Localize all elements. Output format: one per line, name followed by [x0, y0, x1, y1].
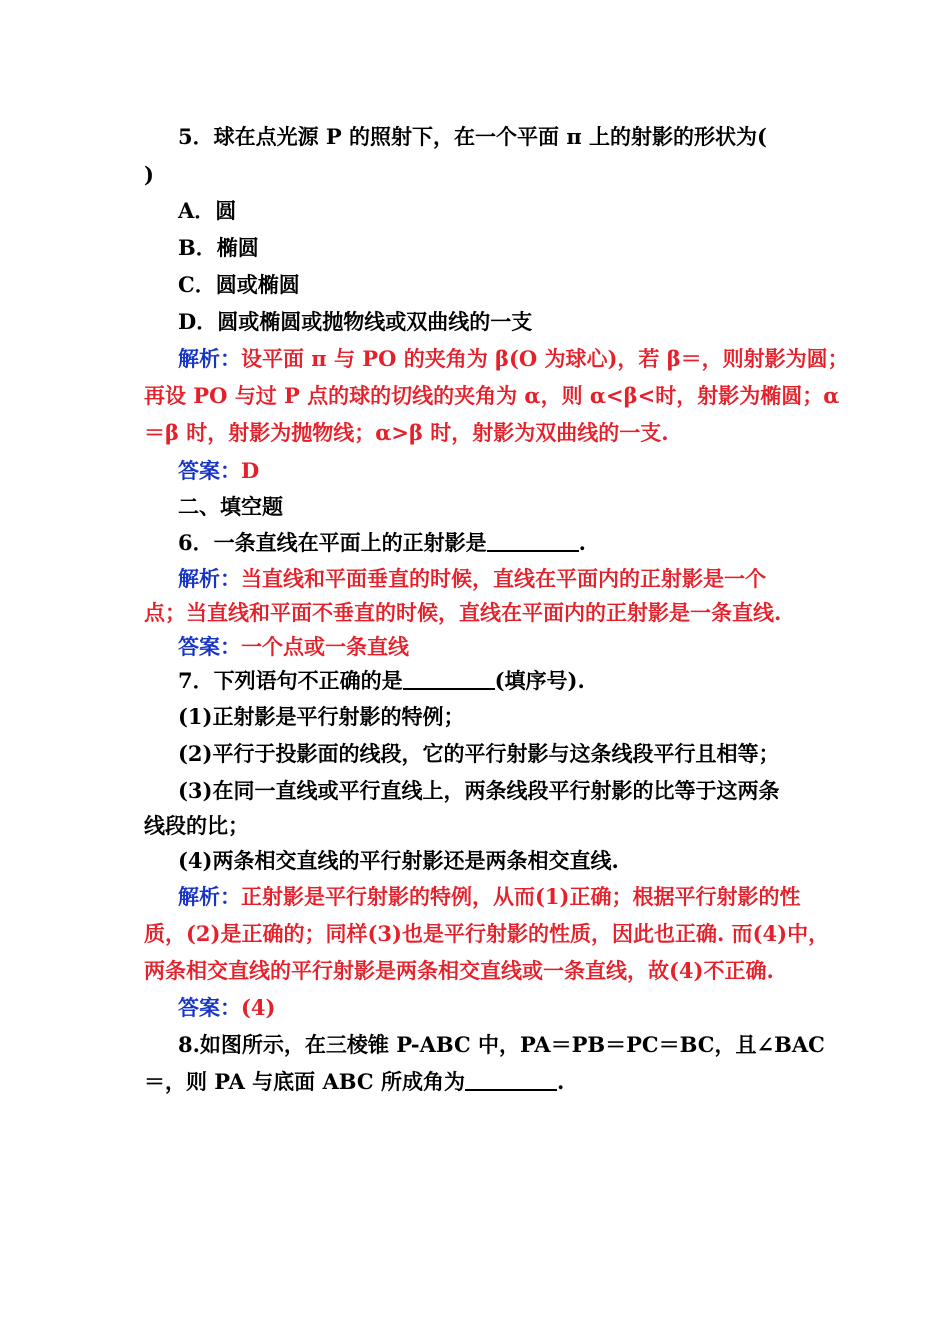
answer-label: 答案：	[178, 458, 241, 483]
q5-answer	[178, 458, 814, 484]
analysis-label: 解析：	[178, 346, 241, 371]
answer-value: D	[241, 458, 260, 483]
q8-stem-cont: ＝，则 PA 与底面 ABC 所成角为 .	[144, 1069, 565, 1094]
answer-blank	[487, 530, 579, 552]
analysis-label: 解析：	[178, 884, 241, 909]
answer-label: 答案：	[178, 995, 241, 1020]
q5-option-d: D．圆或椭圆或抛物线或双曲线的一支	[178, 309, 533, 334]
q5-stem-cont: )	[144, 162, 154, 187]
q5-analysis-cont-2: ＝β 时，射影为抛物线；α>β 时，射影为双曲线的一支.	[144, 420, 669, 445]
answer-blank	[465, 1069, 557, 1091]
q8-stem: 8.如图所示，在三棱锥 P-ABC 中，PA＝PB＝PC＝BC，且∠BAC	[178, 1032, 825, 1057]
q6-analysis-cont: 点；当直线和平面不垂直的时候，直线在平面内的正射影是一条直线.	[144, 600, 782, 625]
q7-item-1: (1)正射影是平行射影的特例；	[178, 704, 465, 729]
analysis-label: 解析：	[178, 566, 241, 591]
answer-value: 一个点或一条直线	[241, 634, 409, 659]
answer-blank	[403, 668, 495, 690]
q6-stem: 6．一条直线在平面上的正射影是 .	[178, 530, 586, 555]
answer-label: 答案：	[178, 634, 241, 659]
q7-item-3-cont: 线段的比；	[144, 813, 249, 838]
q7-item-2: (2)平行于投影面的线段，它的平行射影与这条线段平行且相等；	[178, 741, 780, 766]
q7-analysis: 解析：正射影是平行射影的特例，从而(1)正确；根据平行射影的性	[178, 884, 801, 909]
q5-option-c: C．圆或椭圆	[178, 272, 300, 297]
q5-option-a: A．圆	[178, 198, 237, 223]
q5-stem: 5．球在点光源 P 的照射下，在一个平面 π 上的射影的形状为(	[178, 124, 767, 149]
answer-value: (4)	[241, 995, 276, 1020]
q7-stem: 7．下列语句不正确的是 (填序号).	[178, 668, 585, 693]
q7-analysis-cont-1: 质，(2)是正确的；同样(3)也是平行射影的性质，因此也正确. 而(4)中，	[144, 921, 830, 946]
section-title: 二、填空题	[178, 494, 283, 519]
q7-analysis-cont-2: 两条相交直线的平行射影是两条相交直线或一条直线，故(4)不正确.	[144, 958, 774, 983]
q5-analysis-cont-1: 再设 PO 与过 P 点的球的切线的夹角为 α，则 α<β<时，射影为椭圆；α	[144, 383, 840, 408]
q6-answer	[178, 634, 814, 660]
q5-option-b: B．椭圆	[178, 235, 259, 260]
q7-item-3: (3)在同一直线或平行直线上，两条线段平行射影的比等于这两条	[178, 778, 780, 803]
q6-analysis: 解析：当直线和平面垂直的时候，直线在平面内的正射影是一个	[178, 566, 766, 591]
q5-analysis: 解析：设平面 π 与 PO 的夹角为 β(O 为球心)，若 β＝，则射影为圆；	[178, 346, 849, 371]
q7-answer	[178, 995, 814, 1021]
q7-item-4: (4)两条相交直线的平行射影还是两条相交直线.	[178, 848, 619, 873]
